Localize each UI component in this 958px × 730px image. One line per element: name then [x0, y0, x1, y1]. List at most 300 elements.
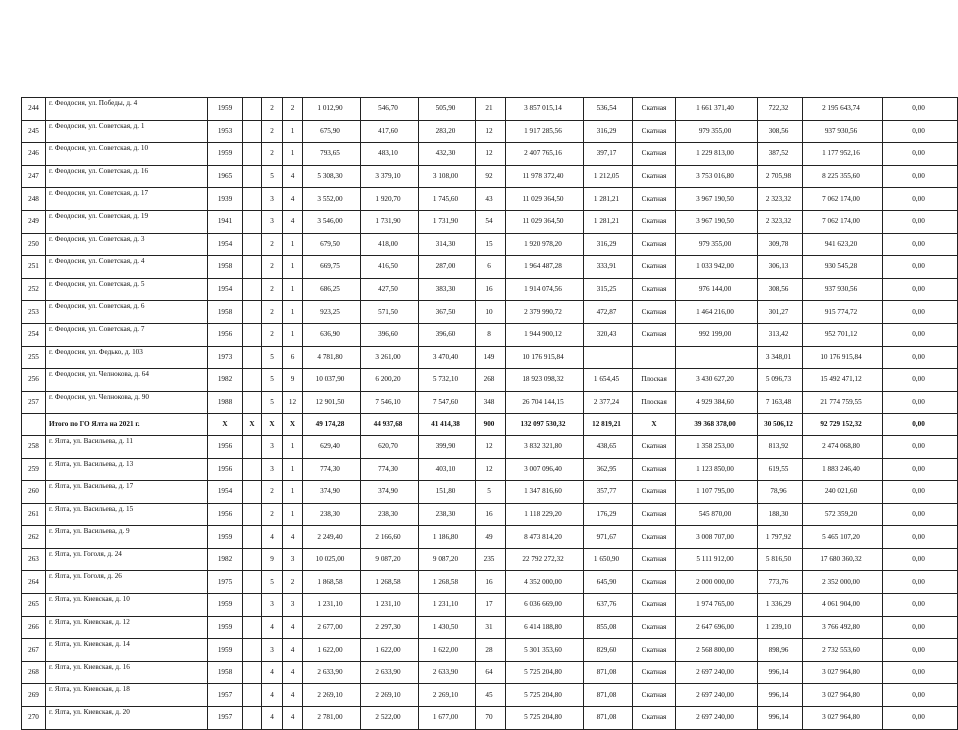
row-number-cell: 269 — [22, 684, 46, 707]
other-cost-cell: 0,00 — [883, 707, 958, 730]
total-area-cell: 5 308,30 — [303, 165, 361, 188]
residential-area-cell: 3 108,00 — [419, 165, 476, 188]
residential-area-cell: 1 231,10 — [419, 594, 476, 617]
col-4-cell — [243, 548, 262, 571]
residential-area-cell: 151,80 — [419, 481, 476, 504]
floors-cell: 3 — [262, 188, 283, 211]
entrances-cell: 1 — [283, 435, 303, 458]
floors-cell: 4 — [262, 707, 283, 730]
roof-cost-cell: 1 033 942,00 — [676, 256, 758, 279]
entrances-cell: 1 — [283, 503, 303, 526]
table-row — [22, 435, 958, 458]
address-cell: Итого по ГО Ялта на 2021 г. — [46, 414, 208, 436]
table-row — [22, 256, 958, 279]
entrances-cell: 1 — [283, 481, 303, 504]
total-area-cell: 774,30 — [303, 458, 361, 481]
entrances-cell: 2 — [283, 98, 303, 121]
row-number-cell: 250 — [22, 233, 46, 256]
roof-area-cell: 316,29 — [584, 120, 633, 143]
other-cost-cell: 0,00 — [883, 503, 958, 526]
year-built-cell: 1959 — [208, 616, 243, 639]
entrances-cell: 4 — [283, 616, 303, 639]
table-row — [22, 120, 958, 143]
col-4-cell — [243, 503, 262, 526]
col-4-cell — [243, 707, 262, 730]
other-cost-cell: 0,00 — [883, 346, 958, 369]
row-number-cell: 258 — [22, 435, 46, 458]
year-built-cell: 1954 — [208, 233, 243, 256]
entrances-cell: 3 — [283, 594, 303, 617]
roof-type-cell: Скатная — [633, 594, 676, 617]
table-row — [22, 661, 958, 684]
residents-count-cell: 64 — [476, 661, 506, 684]
residential-area-cell: 7 547,60 — [419, 391, 476, 414]
row-number-cell: 266 — [22, 616, 46, 639]
row-number-cell: 270 — [22, 707, 46, 730]
other-cost-cell: 0,00 — [883, 684, 958, 707]
address-cell: г. Феодосия, ул. Победы, д. 4 — [46, 98, 208, 121]
residential-area-cell: 403,10 — [419, 458, 476, 481]
row-number-cell: 245 — [22, 120, 46, 143]
row-number-cell: 261 — [22, 503, 46, 526]
address-cell: г. Ялта, ул. Киевская, д. 12 — [46, 616, 208, 639]
facade-cost-cell: 937 930,56 — [803, 278, 883, 301]
facade-area-cell: 308,56 — [758, 120, 803, 143]
address-cell: г. Феодосия, ул. Советская, д. 1 — [46, 120, 208, 143]
total-area-cell: 1 868,58 — [303, 571, 361, 594]
other-cost-cell: 0,00 — [883, 256, 958, 279]
col-4-cell — [243, 391, 262, 414]
facade-area-cell: 2 323,32 — [758, 210, 803, 233]
table-row — [22, 594, 958, 617]
total-cost-cell: 18 923 098,32 — [506, 369, 584, 392]
col-4-cell — [243, 594, 262, 617]
total-area-cell: 679,50 — [303, 233, 361, 256]
roof-type-cell: Скатная — [633, 301, 676, 324]
entrances-cell: 2 — [283, 571, 303, 594]
other-cost-cell: 0,00 — [883, 639, 958, 662]
col-4-cell — [243, 165, 262, 188]
roof-type-cell: Скатная — [633, 98, 676, 121]
roof-area-cell: 315,25 — [584, 278, 633, 301]
col-4-cell — [243, 188, 262, 211]
floors-cell: 3 — [262, 458, 283, 481]
total-area-cell: 923,25 — [303, 301, 361, 324]
living-area-cell: 571,50 — [361, 301, 419, 324]
roof-type-cell — [633, 346, 676, 369]
total-cost-cell: 8 473 814,20 — [506, 526, 584, 549]
facade-area-cell: 301,27 — [758, 301, 803, 324]
roof-cost-cell: 39 368 378,00 — [676, 414, 758, 436]
facade-cost-cell: 21 774 759,55 — [803, 391, 883, 414]
roof-type-cell: Скатная — [633, 458, 676, 481]
roof-type-cell: Плоская — [633, 391, 676, 414]
total-area-cell: 629,40 — [303, 435, 361, 458]
facade-cost-cell: 937 930,56 — [803, 120, 883, 143]
residents-count-cell: 348 — [476, 391, 506, 414]
roof-type-cell: Скатная — [633, 143, 676, 166]
facade-area-cell: 2 705,98 — [758, 165, 803, 188]
living-area-cell: 6 200,20 — [361, 369, 419, 392]
entrances-cell: 4 — [283, 684, 303, 707]
table-row — [22, 369, 958, 392]
residential-area-cell: 1 622,00 — [419, 639, 476, 662]
living-area-cell: 2 522,00 — [361, 707, 419, 730]
other-cost-cell: 0,00 — [883, 165, 958, 188]
residents-count-cell: 12 — [476, 435, 506, 458]
year-built-cell: 1959 — [208, 98, 243, 121]
total-area-cell: 2 677,00 — [303, 616, 361, 639]
row-number-cell: 247 — [22, 165, 46, 188]
entrances-cell: 1 — [283, 256, 303, 279]
roof-area-cell: 320,43 — [584, 323, 633, 346]
entrances-cell: 4 — [283, 661, 303, 684]
col-4-cell — [243, 346, 262, 369]
address-cell: г. Феодосия, ул. Челнокова, д. 90 — [46, 391, 208, 414]
roof-cost-cell: 979 355,00 — [676, 120, 758, 143]
address-cell: г. Ялта, ул. Васильева, д. 17 — [46, 481, 208, 504]
total-cost-cell: 1 944 900,12 — [506, 323, 584, 346]
col-4-cell — [243, 301, 262, 324]
table-row — [22, 210, 958, 233]
year-built-cell: 1959 — [208, 526, 243, 549]
total-area-cell: 3 552,00 — [303, 188, 361, 211]
row-number-cell: 254 — [22, 323, 46, 346]
residential-area-cell: 238,30 — [419, 503, 476, 526]
living-area-cell: 2 633,90 — [361, 661, 419, 684]
col-4-cell — [243, 684, 262, 707]
address-cell: г. Ялта, ул. Гоголя, д. 26 — [46, 571, 208, 594]
roof-cost-cell: 1 974 765,00 — [676, 594, 758, 617]
year-built-cell: 1982 — [208, 369, 243, 392]
floors-cell: 2 — [262, 301, 283, 324]
living-area-cell: 7 546,10 — [361, 391, 419, 414]
address-cell: г. Феодосия, ул. Советская, д. 17 — [46, 188, 208, 211]
table-row — [22, 391, 958, 414]
table-row — [22, 548, 958, 571]
residents-count-cell: 6 — [476, 256, 506, 279]
year-built-cell: 1956 — [208, 458, 243, 481]
roof-area-cell: 1 654,45 — [584, 369, 633, 392]
row-number-cell: 251 — [22, 256, 46, 279]
residents-count-cell: 10 — [476, 301, 506, 324]
residential-area-cell: 1 677,00 — [419, 707, 476, 730]
facade-area-cell: 30 506,12 — [758, 414, 803, 436]
facade-cost-cell: 2 732 553,60 — [803, 639, 883, 662]
residents-count-cell: 12 — [476, 458, 506, 481]
living-area-cell: 374,90 — [361, 481, 419, 504]
roof-cost-cell: 2 697 240,00 — [676, 661, 758, 684]
total-area-cell: 10 025,00 — [303, 548, 361, 571]
living-area-cell: 1 231,10 — [361, 594, 419, 617]
facade-area-cell: 1 336,29 — [758, 594, 803, 617]
entrances-cell: 1 — [283, 143, 303, 166]
address-cell: г. Ялта, ул. Васильева, д. 15 — [46, 503, 208, 526]
floors-cell: 5 — [262, 369, 283, 392]
total-cost-cell: 6 414 188,80 — [506, 616, 584, 639]
facade-cost-cell: 3 027 964,80 — [803, 707, 883, 730]
roof-area-cell: 2 377,24 — [584, 391, 633, 414]
other-cost-cell: 0,00 — [883, 98, 958, 121]
living-area-cell: 1 731,90 — [361, 210, 419, 233]
facade-cost-cell: 572 359,20 — [803, 503, 883, 526]
table-row — [22, 707, 958, 730]
address-cell: г. Ялта, ул. Васильева, д. 11 — [46, 435, 208, 458]
table-row — [22, 503, 958, 526]
col-4-cell — [243, 458, 262, 481]
total-cost-cell: 1 347 816,60 — [506, 481, 584, 504]
facade-cost-cell: 2 352 000,00 — [803, 571, 883, 594]
living-area-cell: 2 297,30 — [361, 616, 419, 639]
table-row — [22, 143, 958, 166]
roof-type-cell: Скатная — [633, 120, 676, 143]
residential-area-cell: 1 745,60 — [419, 188, 476, 211]
row-number-cell: 264 — [22, 571, 46, 594]
year-built-cell: 1941 — [208, 210, 243, 233]
residents-count-cell: 31 — [476, 616, 506, 639]
roof-area-cell: 333,91 — [584, 256, 633, 279]
roof-area-cell: 357,77 — [584, 481, 633, 504]
facade-area-cell: 996,14 — [758, 684, 803, 707]
facade-cost-cell: 7 062 174,00 — [803, 210, 883, 233]
facade-cost-cell: 1 177 952,16 — [803, 143, 883, 166]
roof-type-cell: Скатная — [633, 639, 676, 662]
row-number-cell: 252 — [22, 278, 46, 301]
facade-cost-cell: 1 883 246,40 — [803, 458, 883, 481]
roof-cost-cell: 979 355,00 — [676, 233, 758, 256]
total-cost-cell: 5 725 204,80 — [506, 661, 584, 684]
total-cost-cell: 3 832 321,80 — [506, 435, 584, 458]
year-built-cell: 1988 — [208, 391, 243, 414]
facade-area-cell: 813,92 — [758, 435, 803, 458]
roof-type-cell: Скатная — [633, 210, 676, 233]
roof-area-cell: 871,08 — [584, 684, 633, 707]
floors-cell: 5 — [262, 391, 283, 414]
entrances-cell: 1 — [283, 233, 303, 256]
entrances-cell: 4 — [283, 639, 303, 662]
roof-area-cell — [584, 346, 633, 369]
total-area-cell: 12 901,50 — [303, 391, 361, 414]
other-cost-cell: 0,00 — [883, 548, 958, 571]
total-cost-cell: 1 914 074,56 — [506, 278, 584, 301]
floors-cell: 3 — [262, 594, 283, 617]
roof-type-cell: Скатная — [633, 278, 676, 301]
roof-cost-cell: 4 929 384,60 — [676, 391, 758, 414]
residential-area-cell: 396,60 — [419, 323, 476, 346]
facade-area-cell: 188,30 — [758, 503, 803, 526]
total-area-cell: 675,90 — [303, 120, 361, 143]
year-built-cell: 1982 — [208, 548, 243, 571]
roof-cost-cell — [676, 346, 758, 369]
total-cost-cell: 5 301 353,60 — [506, 639, 584, 662]
total-area-cell: 669,75 — [303, 256, 361, 279]
roof-cost-cell: 2 000 000,00 — [676, 571, 758, 594]
year-built-cell: 1954 — [208, 278, 243, 301]
table-row — [22, 684, 958, 707]
other-cost-cell: 0,00 — [883, 233, 958, 256]
total-cost-cell: 132 097 530,32 — [506, 414, 584, 436]
row-number-cell: 260 — [22, 481, 46, 504]
roof-area-cell: 1 281,21 — [584, 210, 633, 233]
roof-type-cell: Скатная — [633, 481, 676, 504]
facade-area-cell: 773,76 — [758, 571, 803, 594]
roof-cost-cell: 976 144,00 — [676, 278, 758, 301]
total-cost-cell: 2 379 990,72 — [506, 301, 584, 324]
row-number-cell: 248 — [22, 188, 46, 211]
col-4-cell: X — [243, 414, 262, 436]
living-area-cell: 546,70 — [361, 98, 419, 121]
year-built-cell: 1958 — [208, 256, 243, 279]
other-cost-cell: 0,00 — [883, 120, 958, 143]
floors-cell: 9 — [262, 548, 283, 571]
facade-area-cell: 619,55 — [758, 458, 803, 481]
entrances-cell: X — [283, 414, 303, 436]
address-cell: г. Феодосия, ул. Советская, д. 4 — [46, 256, 208, 279]
facade-area-cell: 3 348,01 — [758, 346, 803, 369]
roof-area-cell: 971,67 — [584, 526, 633, 549]
facade-cost-cell: 915 774,72 — [803, 301, 883, 324]
address-cell: г. Ялта, ул. Киевская, д. 10 — [46, 594, 208, 617]
total-cost-cell: 3 007 096,40 — [506, 458, 584, 481]
address-cell: г. Ялта, ул. Киевская, д. 16 — [46, 661, 208, 684]
facade-cost-cell: 240 021,60 — [803, 481, 883, 504]
floors-cell: 5 — [262, 346, 283, 369]
facade-cost-cell: 92 729 152,32 — [803, 414, 883, 436]
roof-cost-cell: 1 464 216,00 — [676, 301, 758, 324]
residents-count-cell: 15 — [476, 233, 506, 256]
table-body — [22, 98, 958, 730]
roof-type-cell: Скатная — [633, 256, 676, 279]
living-area-cell: 396,60 — [361, 323, 419, 346]
total-cost-cell: 5 725 204,80 — [506, 707, 584, 730]
total-cost-cell: 4 352 000,00 — [506, 571, 584, 594]
year-built-cell: X — [208, 414, 243, 436]
col-4-cell — [243, 278, 262, 301]
roof-area-cell: 637,76 — [584, 594, 633, 617]
total-area-cell: 1 012,90 — [303, 98, 361, 121]
residents-count-cell: 21 — [476, 98, 506, 121]
col-4-cell — [243, 435, 262, 458]
year-built-cell: 1973 — [208, 346, 243, 369]
row-number-cell: 267 — [22, 639, 46, 662]
housing-register-table — [21, 97, 958, 730]
roof-area-cell: 12 819,21 — [584, 414, 633, 436]
facade-cost-cell: 8 225 355,60 — [803, 165, 883, 188]
floors-cell: 2 — [262, 233, 283, 256]
col-4-cell — [243, 98, 262, 121]
other-cost-cell: 0,00 — [883, 481, 958, 504]
table-row — [22, 98, 958, 121]
living-area-cell: 417,60 — [361, 120, 419, 143]
year-built-cell: 1959 — [208, 143, 243, 166]
total-cost-cell: 1 920 978,20 — [506, 233, 584, 256]
year-built-cell: 1956 — [208, 323, 243, 346]
roof-type-cell: Скатная — [633, 548, 676, 571]
other-cost-cell: 0,00 — [883, 391, 958, 414]
col-4-cell — [243, 233, 262, 256]
entrances-cell: 1 — [283, 458, 303, 481]
facade-cost-cell: 3 027 964,80 — [803, 684, 883, 707]
living-area-cell: 418,00 — [361, 233, 419, 256]
facade-area-cell: 5 816,50 — [758, 548, 803, 571]
residential-area-cell: 2 269,10 — [419, 684, 476, 707]
other-cost-cell: 0,00 — [883, 278, 958, 301]
total-area-cell: 1 622,00 — [303, 639, 361, 662]
total-area-cell: 2 249,40 — [303, 526, 361, 549]
total-area-cell: 4 781,80 — [303, 346, 361, 369]
col-4-cell — [243, 256, 262, 279]
total-area-cell: 238,30 — [303, 503, 361, 526]
address-cell: г. Ялта, ул. Киевская, д. 14 — [46, 639, 208, 662]
residential-area-cell: 1 186,80 — [419, 526, 476, 549]
other-cost-cell: 0,00 — [883, 369, 958, 392]
roof-cost-cell: 3 430 627,20 — [676, 369, 758, 392]
row-number-cell — [22, 414, 46, 436]
table-row — [22, 526, 958, 549]
residents-count-cell: 16 — [476, 278, 506, 301]
roof-type-cell: Скатная — [633, 188, 676, 211]
floors-cell: 4 — [262, 684, 283, 707]
residential-area-cell: 2 633,90 — [419, 661, 476, 684]
facade-area-cell: 1 797,92 — [758, 526, 803, 549]
living-area-cell: 1 622,00 — [361, 639, 419, 662]
roof-type-cell: Скатная — [633, 616, 676, 639]
total-area-cell: 793,65 — [303, 143, 361, 166]
table-row — [22, 616, 958, 639]
total-cost-cell: 6 036 669,00 — [506, 594, 584, 617]
other-cost-cell: 0,00 — [883, 301, 958, 324]
facade-area-cell: 309,78 — [758, 233, 803, 256]
table-row — [22, 188, 958, 211]
address-cell: г. Феодосия, ул. Советская, д. 19 — [46, 210, 208, 233]
roof-area-cell: 397,17 — [584, 143, 633, 166]
roof-cost-cell: 545 870,00 — [676, 503, 758, 526]
floors-cell: 4 — [262, 661, 283, 684]
col-4-cell — [243, 481, 262, 504]
facade-area-cell: 1 239,10 — [758, 616, 803, 639]
row-number-cell: 268 — [22, 661, 46, 684]
address-cell: г. Ялта, ул. Киевская, д. 18 — [46, 684, 208, 707]
address-cell: г. Феодосия, ул. Советская, д. 10 — [46, 143, 208, 166]
row-number-cell: 263 — [22, 548, 46, 571]
total-cost-cell: 11 029 364,50 — [506, 210, 584, 233]
floors-cell: 3 — [262, 210, 283, 233]
residents-count-cell: 70 — [476, 707, 506, 730]
total-cost-cell: 10 176 915,84 — [506, 346, 584, 369]
roof-area-cell: 1 212,05 — [584, 165, 633, 188]
facade-cost-cell: 941 623,20 — [803, 233, 883, 256]
other-cost-cell: 0,00 — [883, 616, 958, 639]
roof-cost-cell: 1 661 371,40 — [676, 98, 758, 121]
roof-area-cell: 871,08 — [584, 707, 633, 730]
address-cell: г. Феодосия, ул. Советская, д. 16 — [46, 165, 208, 188]
total-cost-cell: 5 725 204,80 — [506, 684, 584, 707]
roof-type-cell: Скатная — [633, 661, 676, 684]
row-number-cell: 257 — [22, 391, 46, 414]
other-cost-cell: 0,00 — [883, 188, 958, 211]
roof-cost-cell: 3 753 016,80 — [676, 165, 758, 188]
roof-cost-cell: 5 111 912,00 — [676, 548, 758, 571]
residential-area-cell: 399,90 — [419, 435, 476, 458]
roof-cost-cell: 3 967 190,50 — [676, 188, 758, 211]
floors-cell: 2 — [262, 143, 283, 166]
roof-cost-cell: 2 697 240,00 — [676, 707, 758, 730]
residents-count-cell: 149 — [476, 346, 506, 369]
living-area-cell: 3 261,00 — [361, 346, 419, 369]
facade-cost-cell: 2 474 068,80 — [803, 435, 883, 458]
row-number-cell: 256 — [22, 369, 46, 392]
residential-area-cell: 1 430,50 — [419, 616, 476, 639]
